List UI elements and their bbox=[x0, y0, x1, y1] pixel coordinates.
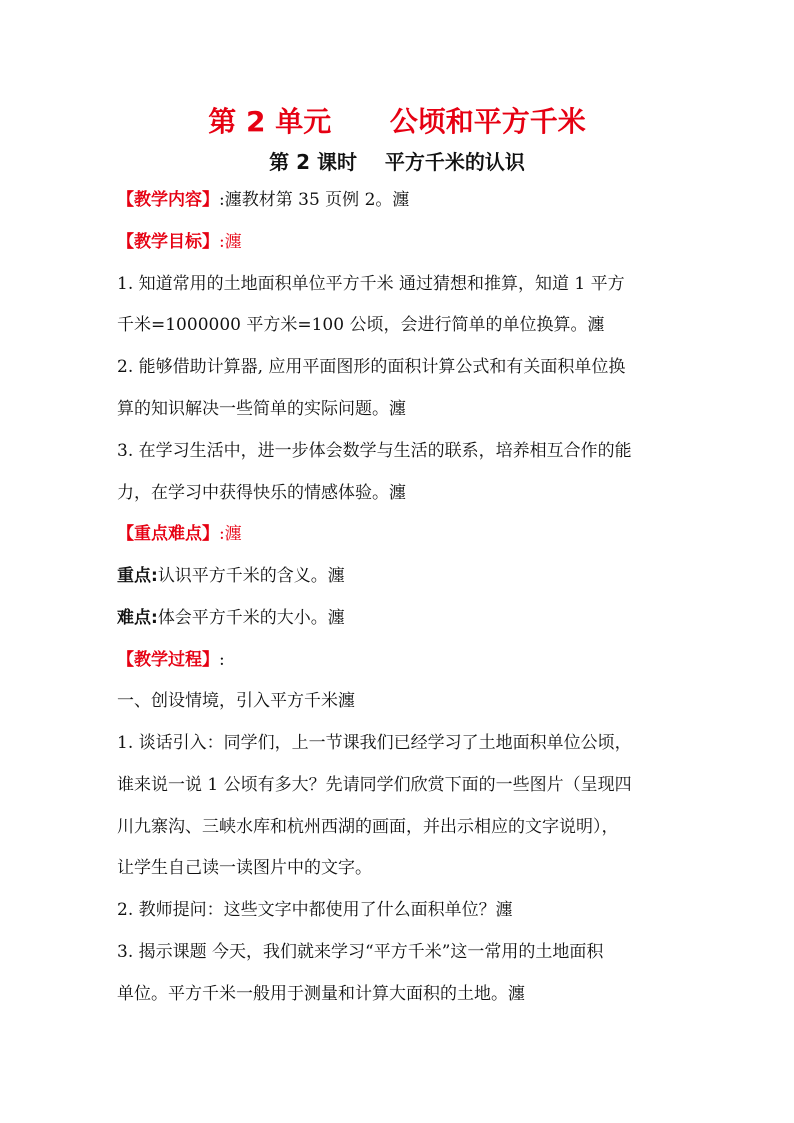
process-line: 谁来说一说 1 公顷有多大？先请同学们欣赏下面的一些图片（呈现四 bbox=[117, 775, 632, 795]
difficulty-text: 体会平方千米的大小。瀍 bbox=[157, 608, 345, 628]
content-text: 瀍教材第 35 页例 2。瀍 bbox=[224, 190, 410, 210]
content-row bbox=[117, 188, 697, 212]
keypoints-colon: : bbox=[219, 524, 225, 544]
process-line: 单位。平方千米一般用于测量和计算大面积的土地。瀍 bbox=[117, 984, 525, 1004]
goal-line: 2. 能够借助计算器, 应用平面图形的面积计算公式和有关面积单位换 bbox=[117, 357, 626, 377]
process-line: 让学生自己读一读图片中的文字。 bbox=[117, 858, 372, 878]
goals-heading bbox=[117, 230, 697, 254]
goal-line: 1. 知道常用的土地面积单位平方千米 通过猜想和推算，知道 1 平方 bbox=[117, 274, 625, 294]
lesson-subtitle: 第 2 课时 平方千米的认识 bbox=[269, 150, 525, 174]
goal-line: 力，在学习中获得快乐的情感体验。瀍 bbox=[117, 483, 406, 503]
content-label: 【教学内容】 bbox=[117, 190, 219, 210]
process-line: 一、创设情境，引入平方千米瀍 bbox=[117, 691, 355, 711]
keypoints-heading bbox=[117, 522, 697, 546]
goal-line: 千米=1000000 平方米=100 公顷，会进行简单的单位换算。瀍 bbox=[117, 315, 605, 335]
goal-line: 算的知识解决一些简单的实际问题。瀍 bbox=[117, 399, 406, 419]
process-heading bbox=[117, 648, 697, 672]
process-line: 2. 教师提问：这些文字中都使用了什么面积单位？瀍 bbox=[117, 900, 513, 920]
key-point-row bbox=[117, 564, 697, 588]
key-point-text: 认识平方千米的含义。瀍 bbox=[157, 566, 345, 586]
process-line: 3. 揭示课题 今天，我们就来学习“平方千米”这一常用的土地面积 bbox=[117, 942, 604, 962]
unit-title: 第 2 单元 公顷和平方千米 bbox=[208, 105, 586, 138]
keypoints-mark: 瀍 bbox=[224, 524, 242, 544]
goals-label: 【教学目标】 bbox=[117, 232, 219, 252]
process-label: 【教学过程】 bbox=[117, 650, 219, 670]
process-line: 川九寨沟、三峡水库和杭州西湖的画面，并出示相应的文字说明）， bbox=[117, 817, 619, 837]
content-colon: : bbox=[219, 190, 225, 210]
keypoints-label: 【重点难点】 bbox=[117, 524, 219, 544]
key-point-label: 重点: bbox=[117, 566, 158, 586]
goals-colon: : bbox=[219, 232, 225, 252]
difficulty-row bbox=[117, 606, 697, 630]
goal-line: 3. 在学习生活中，进一步体会数学与生活的联系，培养相互合作的能 bbox=[117, 441, 632, 461]
process-colon: : bbox=[219, 650, 225, 670]
difficulty-label: 难点: bbox=[117, 608, 158, 628]
goals-mark: 瀍 bbox=[224, 232, 242, 252]
process-line: 1. 谈话引入：同学们，上一节课我们已经学习了土地面积单位公顷， bbox=[117, 733, 632, 753]
